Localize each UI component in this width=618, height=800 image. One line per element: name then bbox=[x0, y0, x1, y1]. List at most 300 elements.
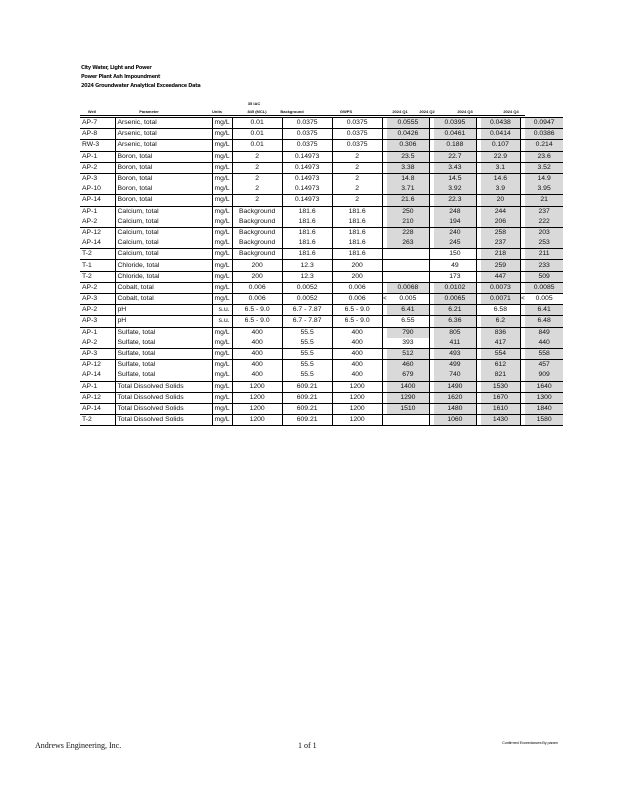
units-cell: mg/L bbox=[212, 129, 232, 140]
q2-value-cell: 0.0461 bbox=[434, 129, 476, 140]
gwps-cell: 400 bbox=[332, 348, 382, 359]
gwps-cell: 2 bbox=[332, 195, 382, 206]
parameter-cell: Total Dissolved Solids bbox=[115, 403, 212, 414]
q1-value-cell: 1290 bbox=[387, 392, 429, 403]
background-cell: 6.7 - 7.87 bbox=[282, 316, 332, 327]
q1-value-cell: 6.55 bbox=[387, 316, 429, 327]
q4-value-cell: 440 bbox=[525, 338, 563, 349]
background-cell: 55.5 bbox=[282, 327, 332, 338]
well-cell: AP-12 bbox=[80, 227, 115, 238]
q1-value-cell: 460 bbox=[387, 360, 429, 371]
well-cell: AP-14 bbox=[82, 239, 101, 247]
gwps-cell: 400 bbox=[332, 338, 382, 349]
mcl-cell: 400 bbox=[232, 348, 282, 359]
q4-value-cell: 237 bbox=[525, 206, 563, 217]
col-header-gwps: GWPS bbox=[339, 109, 353, 114]
parameter-cell: Cobalt, total bbox=[115, 294, 212, 305]
q1-value-cell: 1510 bbox=[387, 403, 429, 414]
q3-value-cell: 6.2 bbox=[481, 316, 520, 327]
units-cell: mg/L bbox=[212, 271, 232, 282]
units-cell: mg/L bbox=[212, 260, 232, 271]
mcl-cell: 2 bbox=[232, 151, 282, 162]
col-header-q4: 2024 Q4 bbox=[503, 109, 519, 114]
table-row bbox=[80, 151, 563, 162]
q3-value-cell: 3.1 bbox=[481, 162, 520, 173]
units-cell: mg/L bbox=[212, 360, 232, 371]
q2-value-cell: 49 bbox=[434, 260, 476, 271]
q2-value-cell: 6.21 bbox=[434, 305, 476, 316]
well-cell: AP-3 bbox=[80, 316, 115, 327]
mcl-cell: Background bbox=[232, 217, 282, 228]
gwps-cell: 200 bbox=[332, 260, 382, 271]
parameter-cell: Sulfate, total bbox=[115, 370, 212, 381]
q4-value-cell: 253 bbox=[525, 238, 563, 249]
units-cell: mg/L bbox=[212, 392, 232, 403]
parameter-cell: Boron, total bbox=[115, 162, 212, 173]
gwps-cell: 400 bbox=[332, 327, 382, 338]
q1-value-cell: 14.8 bbox=[387, 173, 429, 184]
background-cell: 181.6 bbox=[282, 227, 332, 238]
mcl-cell: 200 bbox=[232, 271, 282, 282]
col-header-background: Background bbox=[280, 109, 304, 114]
q3-value-cell: 3.9 bbox=[481, 184, 520, 195]
gwps-cell: 1200 bbox=[332, 415, 382, 426]
q3-value-cell: 1670 bbox=[481, 392, 520, 403]
table-row bbox=[80, 195, 563, 206]
well-cell: AP-2 bbox=[82, 217, 98, 225]
q3-value-cell: 6.58 bbox=[481, 305, 520, 316]
q3-value-cell: 258 bbox=[481, 227, 520, 238]
q3-value-cell: 821 bbox=[481, 370, 520, 381]
table-row bbox=[80, 217, 563, 228]
q2-value-cell: 150 bbox=[434, 249, 476, 260]
q2-value-cell: 805 bbox=[434, 327, 476, 338]
col-header-q3: 2024 Q3 bbox=[457, 109, 473, 114]
table-row bbox=[80, 348, 563, 359]
parameter-cell: Arsenic, total bbox=[115, 129, 212, 140]
report-header bbox=[81, 64, 200, 90]
background-cell: 6.7 - 7.87 bbox=[282, 305, 332, 316]
parameter-cell: Sulfate, total bbox=[115, 348, 212, 359]
well-cell: AP-14 bbox=[80, 195, 115, 206]
gwps-cell: 181.6 bbox=[332, 217, 382, 228]
gwps-cell: 0.0375 bbox=[332, 118, 382, 129]
background-cell: 12.3 bbox=[282, 271, 332, 282]
well-cell: T-2 bbox=[80, 415, 115, 426]
background-cell: 55.5 bbox=[282, 370, 332, 381]
header-report-title: 2024 Groundwater Analytical Exceedance Data bbox=[81, 82, 201, 89]
mcl-cell: 1200 bbox=[232, 415, 282, 426]
exceedance-table-body bbox=[80, 118, 563, 426]
q2-value-cell: 411 bbox=[434, 338, 476, 349]
q4-value-cell: 6.41 bbox=[525, 305, 563, 316]
gwps-cell: 1200 bbox=[332, 403, 382, 414]
q1-value-cell bbox=[387, 415, 429, 426]
parameter-cell: pH bbox=[115, 305, 212, 316]
q4-value-cell: 457 bbox=[525, 360, 563, 371]
q4-value-cell: 0.0947 bbox=[525, 118, 563, 129]
mcl-cell: 2 bbox=[232, 195, 282, 206]
col-header-parameter: Parameter bbox=[139, 109, 159, 114]
background-cell: 609.21 bbox=[282, 403, 332, 414]
mcl-cell: 1200 bbox=[232, 403, 282, 414]
q3-value-cell: 0.0438 bbox=[481, 118, 520, 129]
units-cell: mg/L bbox=[212, 151, 232, 162]
q4-value-cell: 211 bbox=[525, 249, 563, 260]
q4-value-cell: 0.214 bbox=[525, 140, 563, 151]
units-cell: mg/L bbox=[212, 217, 232, 228]
mcl-cell: 1200 bbox=[232, 381, 282, 392]
table-row bbox=[80, 316, 563, 327]
background-cell: 181.6 bbox=[282, 238, 332, 249]
q1-value-cell: 1400 bbox=[387, 381, 429, 392]
mcl-cell: 0.01 bbox=[232, 118, 282, 129]
well-cell: AP-2 bbox=[80, 162, 115, 173]
background-cell: 0.0052 bbox=[282, 294, 332, 305]
table-row bbox=[80, 403, 563, 414]
mcl-cell: Background bbox=[232, 238, 282, 249]
gwps-cell: 200 bbox=[332, 271, 382, 282]
q3-value-cell: 237 bbox=[481, 238, 520, 249]
units-cell: mg/L bbox=[212, 118, 232, 129]
units-cell: mg/L bbox=[212, 195, 232, 206]
parameter-cell: Boron, total bbox=[115, 184, 212, 195]
table-row bbox=[80, 338, 563, 349]
units-cell: mg/L bbox=[212, 184, 232, 195]
q4-value-cell: 0.005 bbox=[525, 294, 563, 305]
q3-value-cell: 1610 bbox=[481, 403, 520, 414]
well-cell: AP-1 bbox=[80, 206, 115, 217]
footer-page-number: 1 of 1 bbox=[298, 741, 317, 750]
q4-value-cell: 909 bbox=[525, 370, 563, 381]
table-row bbox=[80, 238, 563, 249]
mcl-cell: 200 bbox=[232, 260, 282, 271]
mcl-cell: Background bbox=[232, 206, 282, 217]
q2-value-cell: 248 bbox=[434, 206, 476, 217]
units-cell: mg/L bbox=[212, 338, 232, 349]
table-row bbox=[80, 327, 563, 338]
mcl-cell: 0.006 bbox=[232, 294, 282, 305]
col-header-units: Units bbox=[212, 109, 222, 114]
gwps-cell: 6.5 - 9.0 bbox=[332, 305, 382, 316]
q4-value-cell: 203 bbox=[525, 227, 563, 238]
well-cell: AP-14 bbox=[82, 371, 101, 379]
table-row bbox=[80, 184, 563, 195]
q2-value-cell: 1620 bbox=[434, 392, 476, 403]
well-cell: AP-3 bbox=[80, 348, 115, 359]
parameter-cell: Sulfate, total bbox=[115, 360, 212, 371]
q1-value-cell: 0.005 bbox=[387, 294, 429, 305]
q1-value-cell: 0.0555 bbox=[387, 118, 429, 129]
q4-value-cell: 3.95 bbox=[525, 184, 563, 195]
q4-value-cell: 23.6 bbox=[525, 151, 563, 162]
units-cell: mg/L bbox=[212, 227, 232, 238]
units-cell: mg/L bbox=[212, 206, 232, 217]
gwps-cell: 6.5 - 9.0 bbox=[332, 316, 382, 327]
well-cell: AP-3 bbox=[80, 173, 115, 184]
parameter-cell: Arsenic, total bbox=[115, 118, 212, 129]
q3-value-cell: 218 bbox=[481, 249, 520, 260]
mcl-cell: 2 bbox=[232, 173, 282, 184]
q3-value-cell: 20 bbox=[481, 195, 520, 206]
mcl-cell: 400 bbox=[232, 370, 282, 381]
q3-value-cell: 1530 bbox=[481, 381, 520, 392]
gwps-cell: 181.6 bbox=[332, 227, 382, 238]
table-row bbox=[80, 370, 563, 381]
q4-value-cell: 14.9 bbox=[525, 173, 563, 184]
parameter-cell: Calcium, total bbox=[115, 206, 212, 217]
q1-value-cell: 3.71 bbox=[387, 184, 429, 195]
q2-value-cell: 499 bbox=[434, 360, 476, 371]
q1-value-cell bbox=[387, 271, 429, 282]
q4-value-cell: 0.0085 bbox=[525, 282, 563, 293]
well-cell: AP-12 bbox=[80, 360, 115, 371]
well-cell: AP-2 bbox=[82, 338, 98, 346]
units-cell: mg/L bbox=[212, 370, 232, 381]
header-rule bbox=[80, 115, 525, 116]
well-cell: AP-2 bbox=[80, 282, 115, 293]
gwps-cell: 0.006 bbox=[332, 282, 382, 293]
mcl-cell: 6.5 - 9.0 bbox=[232, 305, 282, 316]
q3-value-cell: 447 bbox=[481, 271, 520, 282]
gwps-cell: 2 bbox=[332, 162, 382, 173]
q1-value-cell: 0.0426 bbox=[387, 129, 429, 140]
units-cell: mg/L bbox=[212, 173, 232, 184]
gwps-cell: 2 bbox=[332, 173, 382, 184]
mcl-cell: 0.006 bbox=[232, 282, 282, 293]
units-cell: mg/L bbox=[212, 294, 232, 305]
footer-report-name: Confirmed Exceedances By param bbox=[502, 740, 558, 745]
units-cell: mg/L bbox=[212, 327, 232, 338]
table-row bbox=[80, 206, 563, 217]
table-row bbox=[80, 140, 563, 151]
units-cell: mg/L bbox=[212, 415, 232, 426]
parameter-cell: Cobalt, total bbox=[115, 282, 212, 293]
mcl-cell: 0.01 bbox=[232, 129, 282, 140]
q1-value-cell bbox=[387, 249, 429, 260]
col-header-mcl: 845 (MCL) bbox=[247, 109, 267, 114]
q3-value-cell: 22.9 bbox=[481, 151, 520, 162]
q3-value-cell: 554 bbox=[481, 348, 520, 359]
table-row bbox=[80, 271, 563, 282]
header-site: Power Plant Ash Impoundment bbox=[81, 73, 161, 80]
well-cell: AP-14 bbox=[80, 403, 115, 414]
col-header-q1: 2024 Q1 bbox=[392, 109, 408, 114]
mcl-cell: 6.5 - 9.0 bbox=[232, 316, 282, 327]
gwps-cell: 181.6 bbox=[332, 206, 382, 217]
units-cell: mg/L bbox=[212, 238, 232, 249]
gwps-cell: 1200 bbox=[332, 392, 382, 403]
q4-value-cell: 849 bbox=[525, 327, 563, 338]
background-cell: 609.21 bbox=[282, 392, 332, 403]
units-cell: mg/L bbox=[212, 162, 232, 173]
table-row bbox=[80, 162, 563, 173]
q2-value-cell: 3.92 bbox=[434, 184, 476, 195]
background-cell: 0.0375 bbox=[282, 118, 332, 129]
background-cell: 181.6 bbox=[282, 249, 332, 260]
q3-value-cell: 0.0414 bbox=[481, 129, 520, 140]
q2-value-cell: 0.0102 bbox=[434, 282, 476, 293]
q1-value-cell: 21.6 bbox=[387, 195, 429, 206]
background-cell: 609.21 bbox=[282, 415, 332, 426]
q4-value-cell: 509 bbox=[525, 271, 563, 282]
q1-value-cell: 3.38 bbox=[387, 162, 429, 173]
gwps-cell: 0.0375 bbox=[332, 129, 382, 140]
parameter-cell: Total Dissolved Solids bbox=[115, 381, 212, 392]
table-row bbox=[80, 260, 563, 271]
background-cell: 0.14973 bbox=[282, 173, 332, 184]
q1-value-cell: 23.5 bbox=[387, 151, 429, 162]
table-row bbox=[80, 118, 563, 129]
mcl-cell: 400 bbox=[232, 360, 282, 371]
q2-value-cell: 6.36 bbox=[434, 316, 476, 327]
units-cell: s.u. bbox=[212, 316, 232, 327]
q3-value-cell: 259 bbox=[481, 260, 520, 271]
well-cell: AP-1 bbox=[80, 327, 115, 338]
q4-value-cell: 21 bbox=[525, 195, 563, 206]
q4-value-cell: 1840 bbox=[525, 403, 563, 414]
background-cell: 0.0052 bbox=[282, 282, 332, 293]
background-cell: 55.5 bbox=[282, 360, 332, 371]
table-row bbox=[80, 360, 563, 371]
q4-value-cell: 3.52 bbox=[525, 162, 563, 173]
background-cell: 55.5 bbox=[282, 348, 332, 359]
q2-value-cell: 493 bbox=[434, 348, 476, 359]
col-header-well: Well bbox=[87, 109, 97, 114]
background-cell: 0.0375 bbox=[282, 140, 332, 151]
background-cell: 0.14973 bbox=[282, 162, 332, 173]
gap-cell bbox=[520, 294, 525, 305]
background-cell: 12.3 bbox=[282, 260, 332, 271]
q4-value-cell: 1580 bbox=[525, 415, 563, 426]
mcl-cell: 400 bbox=[232, 338, 282, 349]
q1-value-cell bbox=[387, 260, 429, 271]
parameter-cell: Calcium, total bbox=[115, 217, 212, 228]
q2-value-cell: 173 bbox=[434, 271, 476, 282]
table-row bbox=[80, 305, 563, 316]
mcl-cell: 0.01 bbox=[232, 140, 282, 151]
table-row bbox=[80, 381, 563, 392]
q4-value-cell: 0.0386 bbox=[525, 129, 563, 140]
header-client: City Water, Light and Power bbox=[81, 65, 152, 71]
mcl-cell: 2 bbox=[232, 184, 282, 195]
mcl-cell: 1200 bbox=[232, 392, 282, 403]
table-row bbox=[80, 415, 563, 426]
q3-value-cell: 1430 bbox=[481, 415, 520, 426]
gwps-cell: 400 bbox=[332, 370, 382, 381]
units-cell: mg/L bbox=[212, 403, 232, 414]
table-row bbox=[80, 392, 563, 403]
q3-value-cell: 206 bbox=[481, 217, 520, 228]
q4-value-cell: 1640 bbox=[525, 381, 563, 392]
well-cell: AP-2 bbox=[80, 305, 115, 316]
gwps-cell: 1200 bbox=[332, 381, 382, 392]
q2-value-cell: 0.188 bbox=[434, 140, 476, 151]
less-than-flag: < bbox=[383, 296, 387, 303]
well-cell: T-2 bbox=[80, 271, 115, 282]
well-cell: AP-10 bbox=[82, 185, 101, 193]
units-cell: mg/L bbox=[212, 282, 232, 293]
background-cell: 0.14973 bbox=[282, 195, 332, 206]
parameter-cell: Chloride, total bbox=[115, 260, 212, 271]
q3-value-cell: 0.0071 bbox=[481, 294, 520, 305]
table-row bbox=[80, 282, 563, 293]
q1-value-cell: 0.306 bbox=[387, 140, 429, 151]
q1-value-cell: 263 bbox=[387, 238, 429, 249]
table-row bbox=[80, 173, 563, 184]
well-cell: RW-3 bbox=[80, 140, 115, 151]
well-cell: AP-12 bbox=[80, 392, 115, 403]
gwps-cell: 2 bbox=[332, 151, 382, 162]
table-row bbox=[80, 294, 563, 305]
background-cell: 0.14973 bbox=[282, 184, 332, 195]
q1-value-cell: 393 bbox=[402, 338, 414, 346]
background-cell: 181.6 bbox=[282, 206, 332, 217]
q1-value-cell: 6.41 bbox=[387, 305, 429, 316]
footer-company: Andrews Engineering, Inc. bbox=[35, 741, 122, 750]
parameter-cell: Calcium, total bbox=[115, 238, 212, 249]
background-cell: 609.21 bbox=[282, 381, 332, 392]
q4-value-cell: 222 bbox=[525, 217, 563, 228]
well-cell: AP-1 bbox=[80, 381, 115, 392]
parameter-cell: Calcium, total bbox=[115, 227, 212, 238]
q4-value-cell: 233 bbox=[525, 260, 563, 271]
col-header-q2: 2024 Q2 bbox=[419, 109, 435, 114]
well-cell: T-1 bbox=[80, 260, 115, 271]
exceedance-table bbox=[80, 117, 563, 426]
q3-value-cell: 836 bbox=[481, 327, 520, 338]
q3-value-cell: 612 bbox=[481, 360, 520, 371]
table-row bbox=[80, 129, 563, 140]
q2-value-cell: 1480 bbox=[434, 403, 476, 414]
q2-value-cell: 22.7 bbox=[434, 151, 476, 162]
parameter-cell: Calcium, total bbox=[115, 249, 212, 260]
q1-value-cell: 210 bbox=[387, 217, 429, 228]
gwps-cell: 181.6 bbox=[332, 249, 382, 260]
parameter-cell: Total Dissolved Solids bbox=[115, 392, 212, 403]
q1-value-cell: 228 bbox=[387, 227, 429, 238]
well-cell: AP-7 bbox=[80, 118, 115, 129]
units-cell: mg/L bbox=[212, 249, 232, 260]
q2-value-cell: 240 bbox=[434, 227, 476, 238]
q1-value-cell: 250 bbox=[387, 206, 429, 217]
parameter-cell: Boron, total bbox=[115, 173, 212, 184]
gwps-cell: 2 bbox=[332, 184, 382, 195]
table-row bbox=[80, 227, 563, 238]
q3-value-cell: 0.107 bbox=[481, 140, 520, 151]
well-cell: AP-1 bbox=[80, 151, 115, 162]
q2-value-cell: 740 bbox=[434, 370, 476, 381]
parameter-cell: Chloride, total bbox=[115, 271, 212, 282]
gap-cell bbox=[382, 294, 387, 305]
mcl-cell: Background bbox=[232, 227, 282, 238]
parameter-cell: pH bbox=[115, 316, 212, 327]
parameter-cell: Arsenic, total bbox=[115, 140, 212, 151]
less-than-flag: < bbox=[521, 296, 525, 303]
parameter-cell: Total Dissolved Solids bbox=[115, 415, 212, 426]
q3-value-cell: 14.6 bbox=[481, 173, 520, 184]
q1-value-cell: 0.0068 bbox=[387, 282, 429, 293]
background-cell: 55.5 bbox=[282, 338, 332, 349]
q4-value-cell: 1300 bbox=[525, 392, 563, 403]
gwps-cell: 0.0375 bbox=[332, 140, 382, 151]
column-headers bbox=[80, 100, 525, 116]
q2-value-cell: 14.5 bbox=[434, 173, 476, 184]
q2-value-cell: 245 bbox=[434, 238, 476, 249]
parameter-cell: Boron, total bbox=[115, 151, 212, 162]
q3-value-cell: 0.0073 bbox=[481, 282, 520, 293]
q2-value-cell: 1490 bbox=[434, 381, 476, 392]
